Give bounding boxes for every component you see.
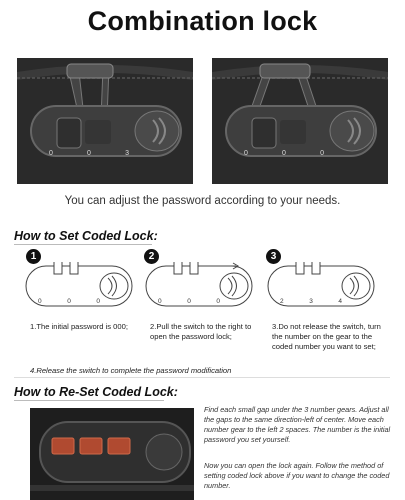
lock-closeup-photo	[30, 408, 194, 500]
set-section-divider	[14, 244, 152, 245]
reset-paragraph-2: Now you can open the lock again. Follow the method of setting coded lock above if you want to change the coded number.	[204, 461, 390, 490]
diagram-digit: 0	[216, 298, 220, 305]
dial-digit: 0	[282, 150, 286, 157]
reset-section-heading: How to Re-Set Coded Lock:	[14, 385, 178, 399]
lock-photo-open	[212, 58, 388, 184]
dial-digit: 0	[49, 150, 53, 157]
lock-diagram-step2	[144, 262, 256, 317]
step-number-badge: 2	[144, 249, 159, 264]
dial-digit: 0	[244, 150, 248, 157]
lock-diagram-step1	[24, 262, 136, 317]
dial-digit: 0	[320, 150, 324, 157]
step-number-badge: 3	[266, 249, 281, 264]
diagram-digit: 0	[38, 298, 42, 305]
step-number-badge: 1	[26, 249, 41, 264]
diagram-digit: 0	[187, 298, 191, 305]
lock-photo-closed	[17, 58, 193, 184]
dial-digit: 0	[87, 150, 91, 157]
step-4-text: 4.Release the switch to complete the password modification	[30, 366, 232, 375]
diagram-digit: 2	[280, 298, 284, 305]
diagram-digit: 4	[338, 298, 342, 305]
dial-digit: 3	[125, 150, 129, 157]
step-3-text: 3.Do not release the switch, turn the number on the gear to the coded number you want to set;	[272, 322, 381, 351]
step-1-text: 1.The initial password is 000;	[30, 322, 128, 331]
photo-caption: You can adjust the password according to your needs.	[64, 195, 341, 207]
steps-divider	[14, 377, 390, 378]
diagram-digit: 0	[96, 298, 100, 305]
diagram-digit: 0	[67, 298, 71, 305]
reset-section-divider	[14, 400, 164, 401]
step-2-text: 2.Pull the switch to the right to open the password lock;	[150, 322, 252, 341]
diagram-digit: 0	[158, 298, 162, 305]
reset-paragraph-1: Find each small gap under the 3 number gears. Adjust all the gaps to the same direction-left of center. Move each number gear to the left 2 spaces. The number is the initial password you set yourself.	[204, 405, 391, 444]
page-title: Combination lock	[87, 6, 318, 36]
set-section-heading: How to Set Coded Lock:	[14, 229, 158, 243]
lock-diagram-step3	[266, 262, 378, 317]
diagram-digit: 3	[309, 298, 313, 305]
